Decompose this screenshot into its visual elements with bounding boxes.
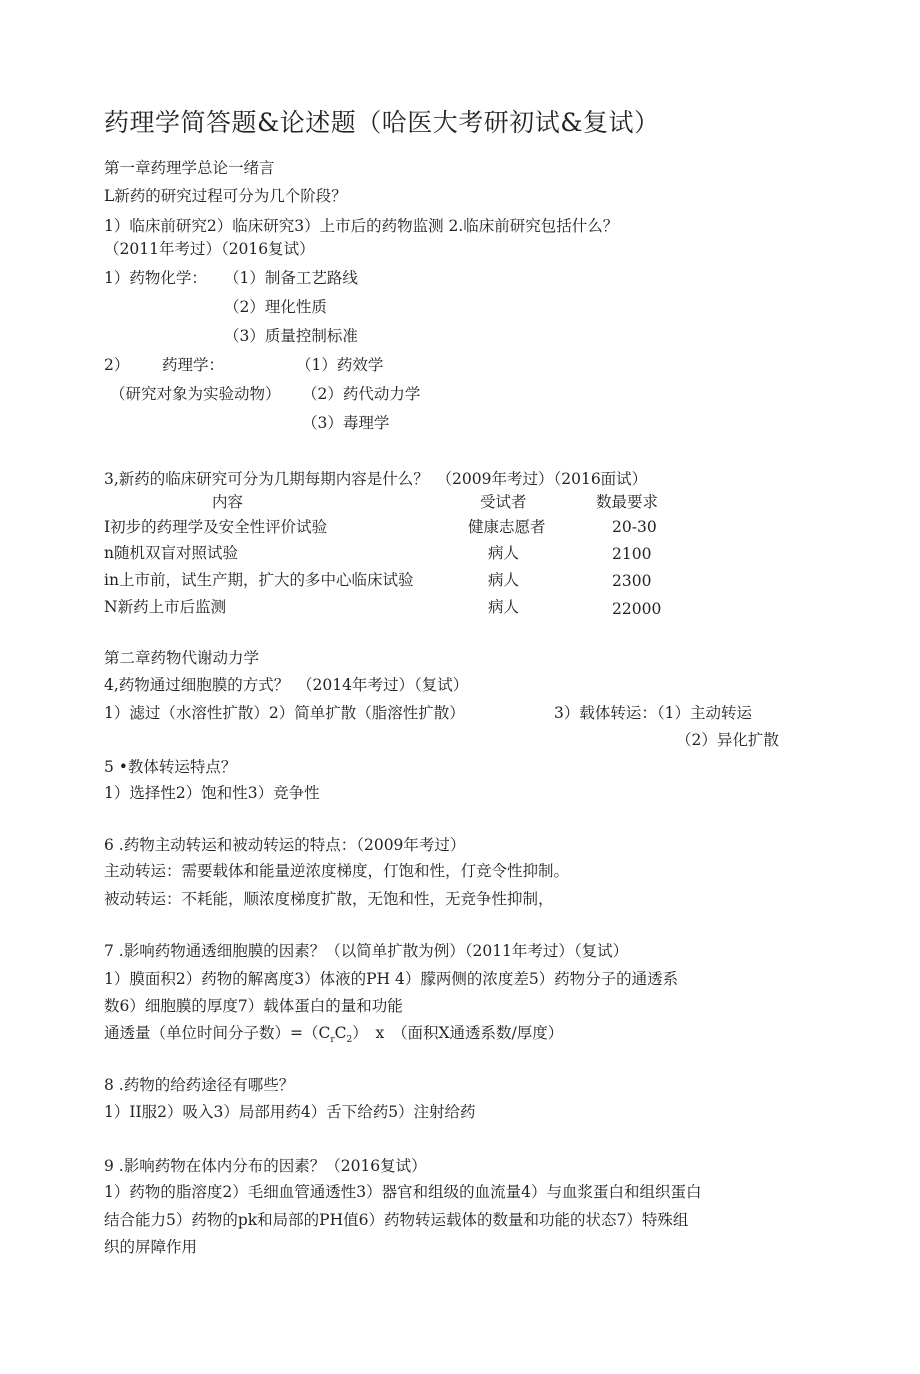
pharm-note: （研究对象为实验动物） — [110, 385, 281, 403]
permeability-formula: 通透量（单位时间分子数）$=(C_rC_2)$ x （面积X通透系数/厚度） — [104, 1024, 564, 1046]
question-7: 7 .影响药物通透细胞膜的因素？（以简单扩散为例）（2011年考过）（复试） — [104, 942, 629, 960]
answer-6-line-2: 被动转运：不耗能，顺浓度梯度扩散，无饱和性，无竞争性抑制， — [104, 890, 554, 908]
answer-7-line-1: 1）膜面积2）药物的解离度3）体液的PH 4）朦两侧的浓度差5）药物分子的通透系 — [104, 970, 679, 988]
table-header-count: 数最要求 — [596, 493, 659, 511]
answer-8: 1）II服2）吸入3）局部用药4）舌下给药5）注射给药 — [104, 1103, 476, 1121]
table-row-2-count: 2100 — [612, 545, 652, 563]
table-row-2-subject: 病人 — [488, 544, 520, 562]
page-title: 药理学简答题&论述题（哈医大考研初试&复试） — [104, 108, 660, 137]
answer-6-line-1: 主动转运：需要载体和能量逆浓度梯度，仃饱和性，仃竞令性抑制。 — [104, 862, 570, 880]
table-row-4-subject: 病人 — [488, 598, 520, 616]
chem-item-2: （2）理化性质 — [224, 298, 327, 316]
table-row-1-subject: 健康志愿者 — [468, 518, 546, 536]
pharm-number: 2） — [104, 356, 130, 374]
table-row-1-count: 20-30 — [612, 518, 657, 536]
answer-4-right-2: （2）异化扩散 — [676, 731, 779, 749]
table-header-subject: 受试者 — [480, 493, 527, 511]
answer-4-left: 1）滤过（水溶性扩散）2）简单扩散（脂溶性扩散） — [104, 704, 465, 722]
pharm-item-3: （3）毒理学 — [302, 414, 390, 432]
table-row-4-count: 22000 — [612, 600, 662, 618]
table-row-3-subject: 病人 — [488, 571, 520, 589]
pharm-item-1: （1）药效学 — [296, 356, 384, 374]
table-row-2-content: n随机双盲对照试验 — [104, 544, 238, 562]
question-8: 8 .药物的给药途径有哪些？ — [104, 1076, 295, 1094]
answer-9-line-3: 织的屏障作用 — [104, 1238, 198, 1256]
answer-5: 1）选择性2）饱和性3）竞争性 — [104, 784, 320, 802]
question-9: 9 .影响药物在体内分布的因素？（2016复试） — [104, 1157, 427, 1175]
pharm-label: 药理学： — [162, 356, 225, 374]
answer-9-line-1: 1）药物的脂溶度2）毛细血管通透性3）器官和组级的血流量4）与血浆蛋白和组织蛋白 — [104, 1183, 702, 1201]
chapter-2-heading: 第二章药物代谢动力学 — [104, 649, 260, 667]
pharm-item-2: （2）药代动力学 — [302, 385, 421, 403]
table-header-content: 内容 — [212, 493, 244, 511]
chem-item-1: （1）制备工艺路线 — [224, 269, 358, 287]
answer-4-right: 3）载体转运：（1）主动转运 — [554, 704, 752, 722]
table-row-4-content: N新药上市后监测 — [104, 598, 227, 616]
table-row-3-count: 2300 — [612, 572, 652, 590]
chem-item-3: （3）质量控制标准 — [224, 327, 358, 345]
chapter-1-heading: 第一章药理学总论一绪言 — [104, 159, 275, 177]
answer-9-line-2: 结合能力5）药物的pk和局部的PH值6）药物转运载体的数量和功能的状态7）特殊组 — [104, 1211, 689, 1229]
question-2-note: （2011年考过）（2016复试） — [104, 240, 315, 258]
chem-label: 1）药物化学： — [104, 269, 207, 287]
question-1: L新药的研究过程可分为几个阶段？ — [104, 187, 347, 205]
question-6: 6 .药物主动转运和被动转运的特点：（2009年考过） — [104, 836, 466, 854]
question-3: 3,新药的临床研究可分为几期每期内容是什么？ （2009年考过）（2016面试） — [104, 470, 648, 488]
answer-1: 1）临床前研究2）临床研究3）上市后的药物监测 2.临床前研究包括什么？ — [104, 217, 619, 235]
answer-7-line-2: 数6）细胞膜的厚度7）载体蛋白的量和功能 — [104, 997, 403, 1015]
question-4: 4,药物通过细胞膜的方式？ （2014年考过）（复试） — [104, 676, 469, 694]
question-5: 5 •教体转运特点？ — [104, 758, 237, 776]
table-row-3-content: in上市前，试生产期，扩大的多中心临床试验 — [104, 571, 414, 589]
table-row-1-content: I初步的药理学及安全性评价试验 — [104, 518, 328, 536]
